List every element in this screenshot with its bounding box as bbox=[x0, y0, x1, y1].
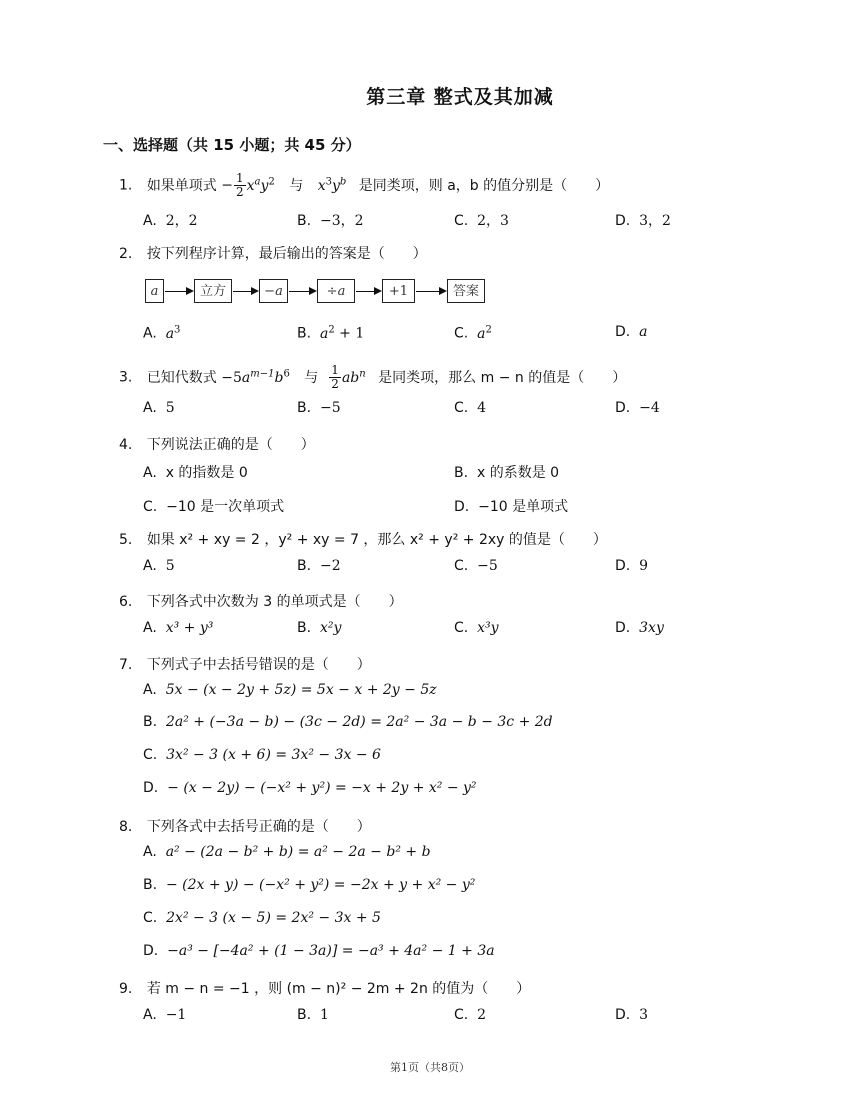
question-text: 与 bbox=[289, 177, 304, 194]
question-text: 是同类项，那么 m − n 的值是（ ） bbox=[378, 369, 627, 386]
flow-arrow bbox=[233, 291, 257, 292]
question-number: 6. bbox=[119, 594, 133, 610]
option-c[interactable]: C. 4 bbox=[454, 400, 487, 416]
question-4 bbox=[119, 434, 315, 454]
question-number: 4. bbox=[119, 437, 133, 453]
fraction: $\frac{1}{2}$ bbox=[236, 171, 244, 199]
option-d[interactable]: D. 9 bbox=[615, 558, 649, 574]
question-text: 已知代数式 bbox=[146, 369, 222, 386]
option-a[interactable]: A. $a^3$ bbox=[143, 324, 181, 342]
option-d[interactable]: D. −10 是单项式 bbox=[454, 499, 569, 515]
option-a[interactable]: A. a² − (2a − b² + b) = a² − 2a − b² + b bbox=[143, 844, 431, 860]
question-number: 7. bbox=[119, 657, 133, 673]
question-8 bbox=[119, 816, 371, 836]
option-b[interactable]: B. 1 bbox=[297, 1007, 329, 1023]
question-text: 如果 x² + xy = 2 ，y² + xy = 7 ，那么 x² + y² + 2xy 的值是（ ） bbox=[146, 532, 607, 548]
question-6 bbox=[119, 591, 403, 611]
option-a[interactable]: A. 2，2 bbox=[143, 213, 198, 229]
section-heading: 一、选择题（共 15 小题；共 45 分） bbox=[103, 136, 361, 154]
question-text: 下列式子中去括号错误的是（ ） bbox=[146, 657, 371, 673]
option-b[interactable]: B. −3，2 bbox=[297, 213, 364, 229]
chapter-title: 第三章 整式及其加减 bbox=[366, 86, 554, 108]
flow-arrow bbox=[356, 291, 380, 292]
question-number: 2. bbox=[119, 246, 133, 262]
question-text: 下列各式中次数为 3 的单项式是（ ） bbox=[146, 594, 403, 610]
option-c[interactable]: C. $a^2$ bbox=[454, 324, 492, 342]
option-b[interactable]: B. −5 bbox=[297, 400, 341, 416]
question-text: 是同类项，则 a，b 的值分别是（ ） bbox=[358, 177, 610, 194]
question-number: 8. bbox=[119, 819, 133, 835]
option-d[interactable]: D. − (x − 2y) − (−x² + y²) = −x + 2y + x² − y² bbox=[143, 780, 477, 796]
question-3 bbox=[119, 364, 626, 391]
expression-1: $-5a^{m-1}b^6$ bbox=[221, 367, 290, 386]
option-c[interactable]: C. 2x² − 3 (x − 5) = 2x² − 3x + 5 bbox=[143, 910, 381, 926]
option-d[interactable]: D. −4 bbox=[615, 400, 660, 416]
option-d[interactable]: D. a bbox=[615, 324, 648, 340]
question-text: 下列说法正确的是（ ） bbox=[146, 437, 315, 453]
flow-arrow bbox=[416, 291, 445, 292]
flow-box-input: a bbox=[145, 279, 164, 303]
option-c[interactable]: C. −10 是一次单项式 bbox=[143, 499, 285, 515]
question-text: 下列各式中去括号正确的是（ ） bbox=[146, 819, 371, 835]
option-b[interactable]: B. −2 bbox=[297, 558, 341, 574]
option-a[interactable]: A. 5 bbox=[143, 558, 175, 574]
option-b[interactable]: B. x²y bbox=[297, 620, 342, 636]
option-c[interactable]: C. 2 bbox=[454, 1007, 487, 1023]
option-d[interactable]: D. 3，2 bbox=[615, 213, 671, 229]
option-c[interactable]: C. −5 bbox=[454, 558, 498, 574]
question-text: 若 m − n = −1 ，则 (m − n)² − 2m + 2n 的值为（ ） bbox=[146, 981, 531, 997]
question-5 bbox=[119, 529, 607, 549]
option-a[interactable]: A. 5 bbox=[143, 400, 175, 416]
option-d[interactable]: D. −a³ − [−4a² + (1 − 3a)] = −a³ + 4a² − 1 + 3a bbox=[143, 943, 495, 959]
option-c[interactable]: C. 3x² − 3 (x + 6) = 3x² − 3x − 6 bbox=[143, 747, 381, 763]
option-a[interactable]: A. −1 bbox=[143, 1007, 187, 1023]
flow-box-answer: 答案 bbox=[447, 279, 485, 303]
option-a[interactable]: A. x 的指数是 0 bbox=[143, 465, 248, 481]
option-c[interactable]: C. 2，3 bbox=[454, 213, 509, 229]
question-text: 如果单项式 bbox=[146, 177, 222, 194]
question-number: 9. bbox=[119, 981, 133, 997]
question-number: 1. bbox=[119, 177, 133, 194]
option-d[interactable]: D. 3 bbox=[615, 1007, 649, 1023]
option-b[interactable]: B. 2a² + (−3a − b) − (3c − 2d) = 2a² − 3a − b − 3c + 2d bbox=[143, 714, 553, 730]
minus-sign: − bbox=[221, 177, 233, 194]
flow-arrow bbox=[165, 291, 192, 292]
question-number: 5. bbox=[119, 532, 133, 548]
option-d[interactable]: D. 3xy bbox=[615, 620, 664, 636]
option-a[interactable]: A. 5x − (x − 2y + 5z) = 5x − x + 2y − 5z bbox=[143, 682, 437, 698]
program-flowchart bbox=[145, 279, 505, 305]
option-b[interactable]: B. − (2x + y) − (−x² + y²) = −2x + y + x² − y² bbox=[143, 877, 476, 893]
flow-arrow bbox=[289, 291, 315, 292]
question-1 bbox=[119, 172, 609, 199]
page-footer: 第1页（共8页） bbox=[390, 1061, 470, 1074]
monomial-2: $x^3y^b$ bbox=[317, 175, 347, 194]
monomial-1: $x^ay^2$ bbox=[246, 175, 275, 194]
flow-box-add: +1 bbox=[382, 279, 415, 303]
option-b[interactable]: B. x 的系数是 0 bbox=[454, 465, 560, 481]
fraction: $\frac{1}{2}$ bbox=[331, 363, 339, 391]
question-text: 与 bbox=[304, 369, 319, 386]
option-a[interactable]: A. x³ + y³ bbox=[143, 620, 214, 636]
question-9 bbox=[119, 978, 530, 998]
question-number: 3. bbox=[119, 369, 133, 386]
question-7 bbox=[119, 654, 371, 674]
flow-box-divide: ÷a bbox=[317, 279, 355, 303]
option-c[interactable]: C. x³y bbox=[454, 620, 499, 636]
question-2 bbox=[119, 243, 427, 263]
question-text: 按下列程序计算，最后输出的答案是（ ） bbox=[146, 246, 427, 262]
flow-box-subtract: −a bbox=[259, 279, 288, 303]
flow-box-cube: 立方 bbox=[194, 279, 232, 303]
option-b[interactable]: B. $a^2 + 1$ bbox=[297, 324, 365, 342]
expression-2: $ab^n$ bbox=[341, 367, 366, 386]
